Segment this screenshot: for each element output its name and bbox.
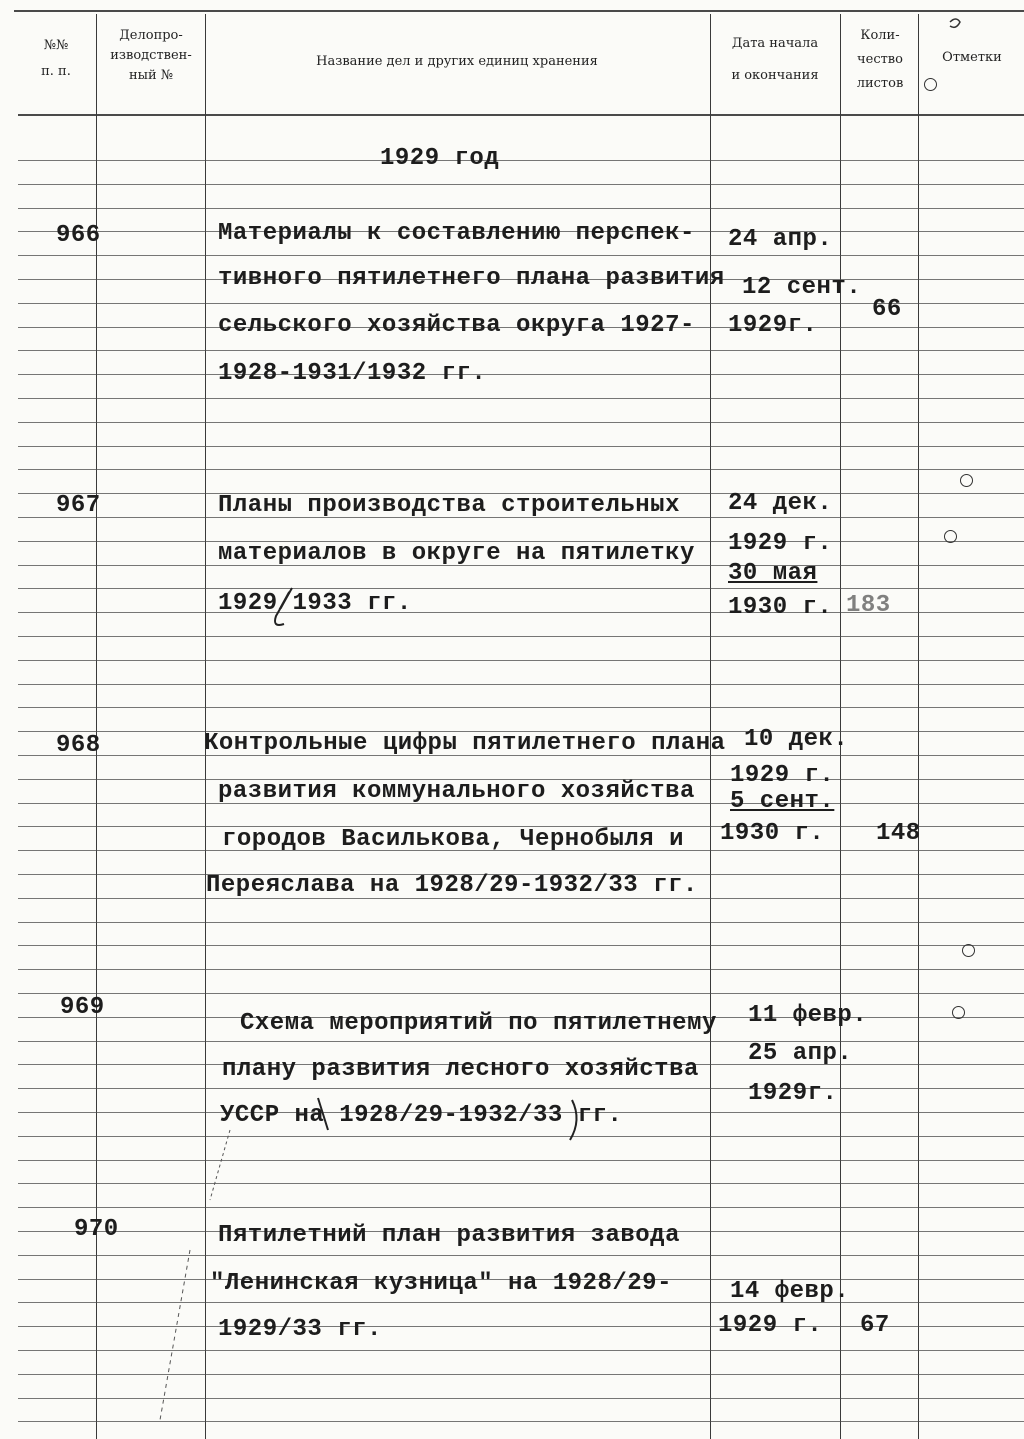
record-date-line: 1929 г. xyxy=(730,762,835,789)
record-date-line: 1929 г. xyxy=(718,1312,823,1339)
record-title-line: "Ленинская кузница" на 1928/29- xyxy=(210,1270,672,1297)
pen-tick-mark xyxy=(160,1250,190,1420)
record-title-line: городов Василькова, Чернобыля и xyxy=(222,826,684,853)
record-title-line: развития коммунального хозяйства xyxy=(218,778,695,805)
header-number-column: №№ п. п. xyxy=(41,38,71,79)
header-marks-column: Отметки xyxy=(942,50,1002,65)
header-dates-column: Дата начала и окончания xyxy=(731,36,819,83)
record-title-line: Материалы к составлению перспек- xyxy=(218,220,695,247)
record-number: 970 xyxy=(74,1216,119,1243)
record-title-line: 1928-1931/1932 гг. xyxy=(218,360,487,387)
record-number: 967 xyxy=(56,492,101,519)
record-title-line: 1929/33 гг. xyxy=(218,1316,382,1343)
record-title-line: Переяслава на 1928/29-1932/33 гг. xyxy=(206,872,698,899)
record-title-line: 1929/1933 гг. xyxy=(218,590,412,617)
record-date-line: 14 февр. xyxy=(730,1278,850,1305)
record-sheet-count: 183 xyxy=(846,592,891,619)
record-date-line: 1929 г. xyxy=(728,530,833,557)
pen-squiggle-mark xyxy=(950,19,960,27)
record-title-line: Контрольные цифры пятилетнего плана xyxy=(204,730,726,757)
record-date-line: 1930 г. xyxy=(720,820,825,847)
header-title-column: Название дел и других единиц хранения xyxy=(316,54,598,69)
pen-slash-mark xyxy=(318,1098,328,1130)
record-title-line: Схема мероприятий по пятилетнему xyxy=(240,1010,717,1037)
record-date-line: 1930 г. xyxy=(728,594,833,621)
year-heading: 1929 год xyxy=(380,145,500,172)
record-number: 969 xyxy=(60,994,105,1021)
record-number: 968 xyxy=(56,732,101,759)
record-title-line: плану развития лесного хозяйства xyxy=(222,1056,699,1083)
record-title-line: Пятилетний план развития завода xyxy=(218,1222,680,1249)
record-date-line: 25 апр. xyxy=(748,1040,853,1067)
record-date-line: 12 сент. xyxy=(742,274,862,301)
record-title-line: сельского хозяйства округа 1927- xyxy=(218,312,695,339)
record-title-line: УССР на 1928/29-1932/33 гг. xyxy=(220,1102,623,1129)
record-date-line: 11 февр. xyxy=(748,1002,868,1029)
record-sheet-count: 148 xyxy=(876,820,921,847)
record-date-line: 30 мая xyxy=(728,560,818,587)
header-sheets-column: Коли- чество листов xyxy=(856,28,904,91)
record-date-line: 1929г. xyxy=(728,312,818,339)
record-date-line: 5 сент. xyxy=(730,788,835,815)
record-title-line: материалов в округе на пятилетку xyxy=(218,540,695,567)
pen-tick-mark xyxy=(210,1130,230,1200)
record-number: 966 xyxy=(56,222,101,249)
record-title-line: Планы производства строительных xyxy=(218,492,680,519)
pen-slash-mark xyxy=(275,588,292,625)
record-title-line: тивного пятилетнего плана развития xyxy=(218,265,725,292)
record-date-line: 24 апр. xyxy=(728,226,833,253)
record-date-line: 10 дек. xyxy=(744,726,849,753)
record-date-line: 1929г. xyxy=(748,1080,838,1107)
record-sheet-count: 67 xyxy=(860,1312,890,1339)
pen-bracket-mark xyxy=(570,1100,577,1140)
record-sheet-count: 66 xyxy=(872,296,902,323)
record-date-line: 24 дек. xyxy=(728,490,833,517)
header-office-number-column: Делопро- изводствен- ный № xyxy=(110,28,192,83)
